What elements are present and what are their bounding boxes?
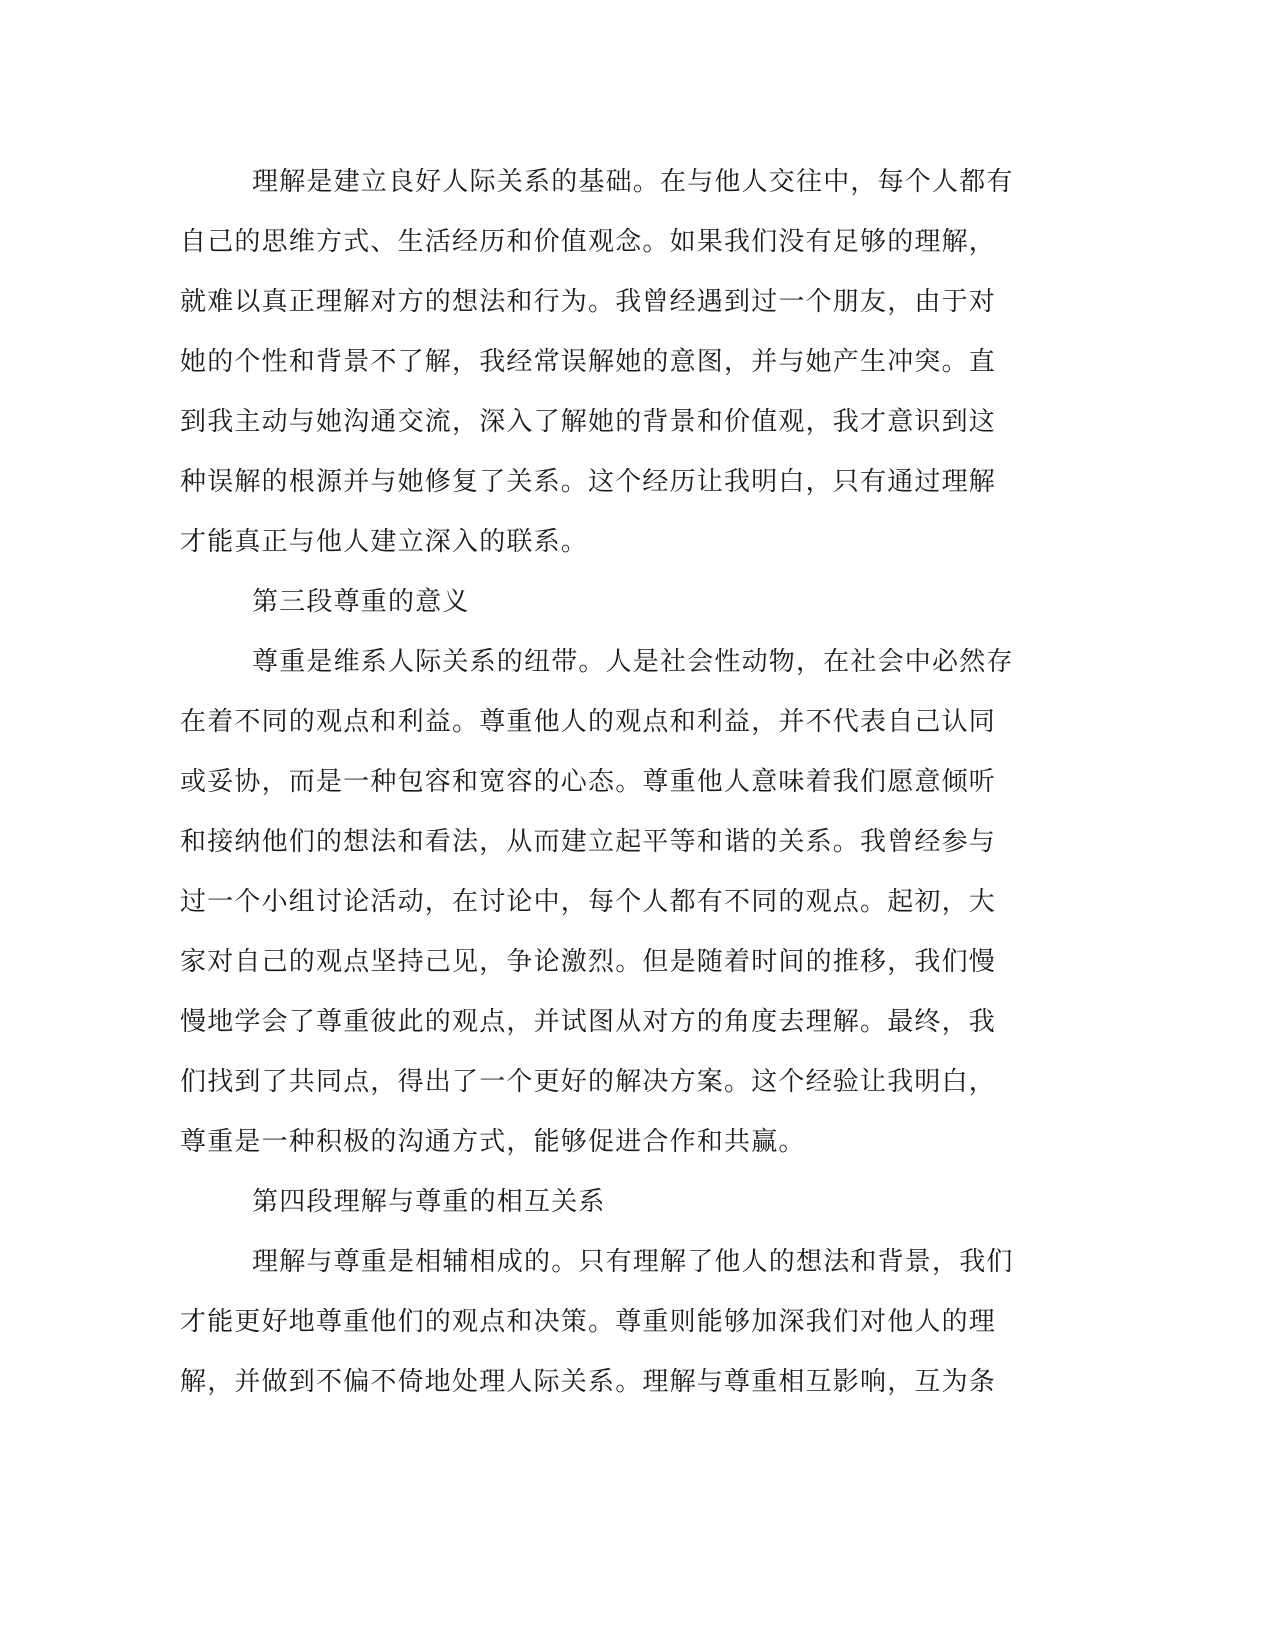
paragraph-line: 到我主动与她沟通交流，深入了解她的背景和价值观，我才意识到这 (180, 407, 997, 437)
section-heading: 第四段理解与尊重的相互关系 (252, 1187, 606, 1217)
paragraph-line: 们找到了共同点，得出了一个更好的解决方案。这个经验让我明白， (180, 1067, 997, 1097)
paragraph-line: 或妥协，而是一种包容和宽容的心态。尊重他人意味着我们愿意倾听 (180, 767, 997, 797)
paragraph-line: 家对自己的观点坚持己见，争论激烈。但是随着时间的推移，我们慢 (180, 947, 997, 977)
document-body (180, 160, 1100, 1420)
paragraph-line: 过一个小组讨论活动，在讨论中，每个人都有不同的观点。起初，大 (180, 887, 997, 917)
paragraph-line: 解，并做到不偏不倚地处理人际关系。理解与尊重相互影响，互为条 (180, 1367, 997, 1397)
paragraph-line: 就难以真正理解对方的想法和行为。我曾经遇到过一个朋友，由于对 (180, 287, 997, 317)
paragraph-line: 尊重是维系人际关系的纽带。人是社会性动物，在社会中必然存 (252, 647, 1014, 677)
paragraph-line: 种误解的根源并与她修复了关系。这个经历让我明白，只有通过理解 (180, 467, 997, 497)
paragraph-line: 慢地学会了尊重彼此的观点，并试图从对方的角度去理解。最终，我 (180, 1007, 997, 1037)
paragraph-line: 自己的思维方式、生活经历和价值观念。如果我们没有足够的理解， (180, 227, 997, 257)
paragraph-line: 理解与尊重是相辅相成的。只有理解了他人的想法和背景，我们 (252, 1247, 1014, 1277)
paragraph-line: 和接纳他们的想法和看法，从而建立起平等和谐的关系。我曾经参与 (180, 827, 997, 857)
paragraph-line: 理解是建立良好人际关系的基础。在与他人交往中，每个人都有 (252, 167, 1014, 197)
paragraph-line: 她的个性和背景不了解，我经常误解她的意图，并与她产生冲突。直 (180, 347, 997, 377)
section-heading: 第三段尊重的意义 (252, 587, 470, 617)
paragraph-line: 才能更好地尊重他们的观点和决策。尊重则能够加深我们对他人的理 (180, 1307, 997, 1337)
paragraph-line: 在着不同的观点和利益。尊重他人的观点和利益，并不代表自己认同 (180, 707, 997, 737)
paragraph-line: 才能真正与他人建立深入的联系。 (180, 527, 589, 557)
paragraph-line: 尊重是一种积极的沟通方式，能够促进合作和共赢。 (180, 1127, 806, 1157)
